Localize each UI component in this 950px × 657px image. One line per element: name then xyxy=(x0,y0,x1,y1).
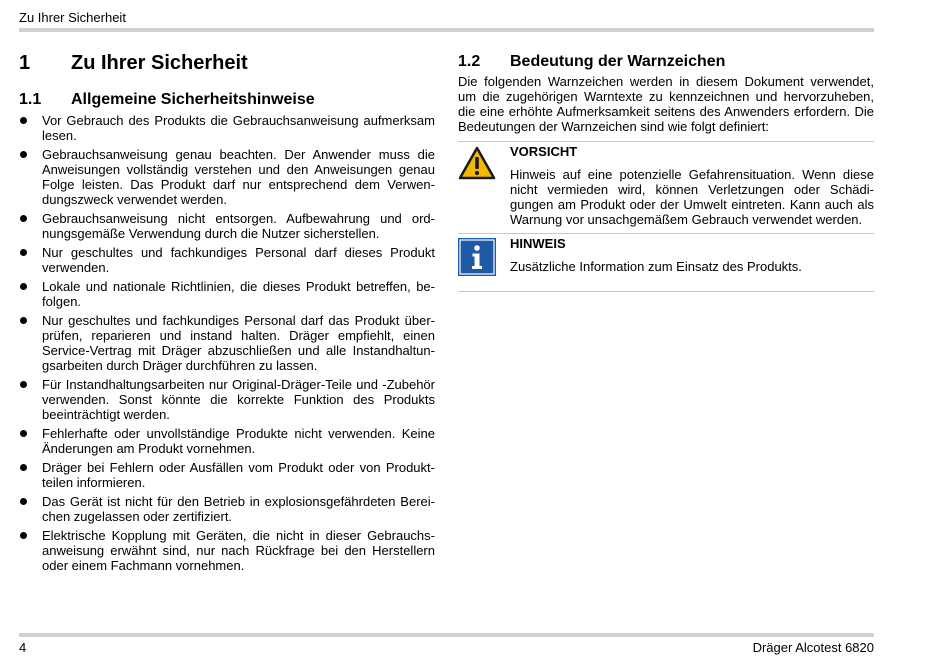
section-heading-warnings xyxy=(458,53,874,71)
list-item: Vor Gebrauch des Produkts die Gebrauchsanweisung aufmerksam lesen. xyxy=(19,113,435,143)
hint-notice xyxy=(458,233,874,291)
bullet-icon xyxy=(20,430,27,437)
bullet-icon xyxy=(20,381,27,388)
list-item: Fehlerhafte oder unvollständige Produkte nicht verwenden. Keine Änderungen am Produkt vornehmen. xyxy=(19,426,435,456)
section-title: Allgemeine Sicherheitshinweise xyxy=(71,91,315,108)
chapter-number: 1 xyxy=(19,52,31,74)
list-item: Nur geschultes und fachkundiges Personal darf das Produkt überprüfen, reparieren und instand halten. Dräger empfiehlt, einen Service-Vertrag mit Dräger abzuschließen und alle Instandhaltungsarbeiten durch Dräger durchführen zu lassen. xyxy=(19,313,435,373)
product-name: Dräger Alcotest 6820 xyxy=(752,640,874,655)
bullet-icon xyxy=(20,317,27,324)
bullet-icon xyxy=(20,498,27,505)
caution-notice xyxy=(458,141,874,233)
bullet-icon xyxy=(20,283,27,290)
warning-triangle-icon xyxy=(458,146,496,180)
warnings-intro: Die folgenden Warnzeichen werden in diesem Dokument verwendet, um die zugehörigen Warntexte zu kennzeichnen und hervorzuheben, die eine erhöhte Aufmerksamkeit seitens des Anwenders erfordern. Die Bedeutungen der Warnzeichen sind wie folgt definiert: xyxy=(458,74,874,134)
hint-text: Zusätzliche Information zum Einsatz des Produkts. xyxy=(510,259,802,274)
left-column xyxy=(19,52,435,577)
list-item: Für Instandhaltungsarbeiten nur Original-Dräger-Teile und -Zubehör verwenden. Sonst könnte die korrekte Funktion des Produkts beeinträchtigt werden. xyxy=(19,377,435,422)
list-item: Das Gerät ist nicht für den Betrieb in explosionsgefährdeten Bereichen zugelassen oder zertifiziert. xyxy=(19,494,435,524)
bullet-icon xyxy=(20,151,27,158)
section-title: Bedeutung der Warnzeichen xyxy=(510,53,726,70)
running-header: Zu Ihrer Sicherheit xyxy=(19,10,126,25)
bullet-icon xyxy=(20,249,27,256)
page-number: 4 xyxy=(19,640,27,655)
caution-label: VORSICHT xyxy=(510,144,578,159)
info-icon xyxy=(458,238,496,276)
safety-list xyxy=(19,113,435,573)
right-column xyxy=(458,53,874,292)
header-rule xyxy=(19,28,874,32)
list-item: Elektrische Kopplung mit Geräten, die nicht in dieser Gebrauchsanweisung erwähnt sind, nur nach Rückfrage bei den Herstellern oder einem Fachmann vornehmen. xyxy=(19,528,435,573)
bullet-icon xyxy=(20,464,27,471)
bullet-icon xyxy=(20,215,27,222)
bullet-icon xyxy=(20,117,27,124)
chapter-title: Zu Ihrer Sicherheit xyxy=(71,52,248,74)
chapter-heading xyxy=(19,52,435,75)
hint-label: HINWEIS xyxy=(510,236,566,251)
bullet-icon xyxy=(20,532,27,539)
list-item: Gebrauchsanweisung genau beachten. Der Anwender muss die Anweisungen vollständig verstehen und den Anweisungen genau Folge leisten. Das Produkt darf nur entsprechend dem Verwendungszweck verwendet werden. xyxy=(19,147,435,207)
list-item: Lokale und nationale Richtlinien, die dieses Produkt betreffen, befolgen. xyxy=(19,279,435,309)
list-item: Gebrauchsanweisung nicht entsorgen. Aufbewahrung und ordnungsgemäße Verwendung durch die Nutzer sicherstellen. xyxy=(19,211,435,241)
section-number: 1.1 xyxy=(19,91,42,108)
caution-text: Hinweis auf eine potenzielle Gefahrensituation. Wenn diese nicht vermieden wird, können Verletzungen oder Schädigungen am Produkt oder der Umwelt eintreten. Kann auch als Warnung vor unsachgemäßem Gebrauch verwendet werden. xyxy=(510,167,874,227)
footer-rule xyxy=(19,633,874,637)
list-item: Nur geschultes und fachkundiges Personal darf dieses Produkt verwenden. xyxy=(19,245,435,275)
section-heading-general xyxy=(19,91,435,109)
list-item: Dräger bei Fehlern oder Ausfällen vom Produkt oder von Produktteilen informieren. xyxy=(19,460,435,490)
notice-end-rule xyxy=(458,291,874,292)
section-number: 1.2 xyxy=(458,53,481,70)
